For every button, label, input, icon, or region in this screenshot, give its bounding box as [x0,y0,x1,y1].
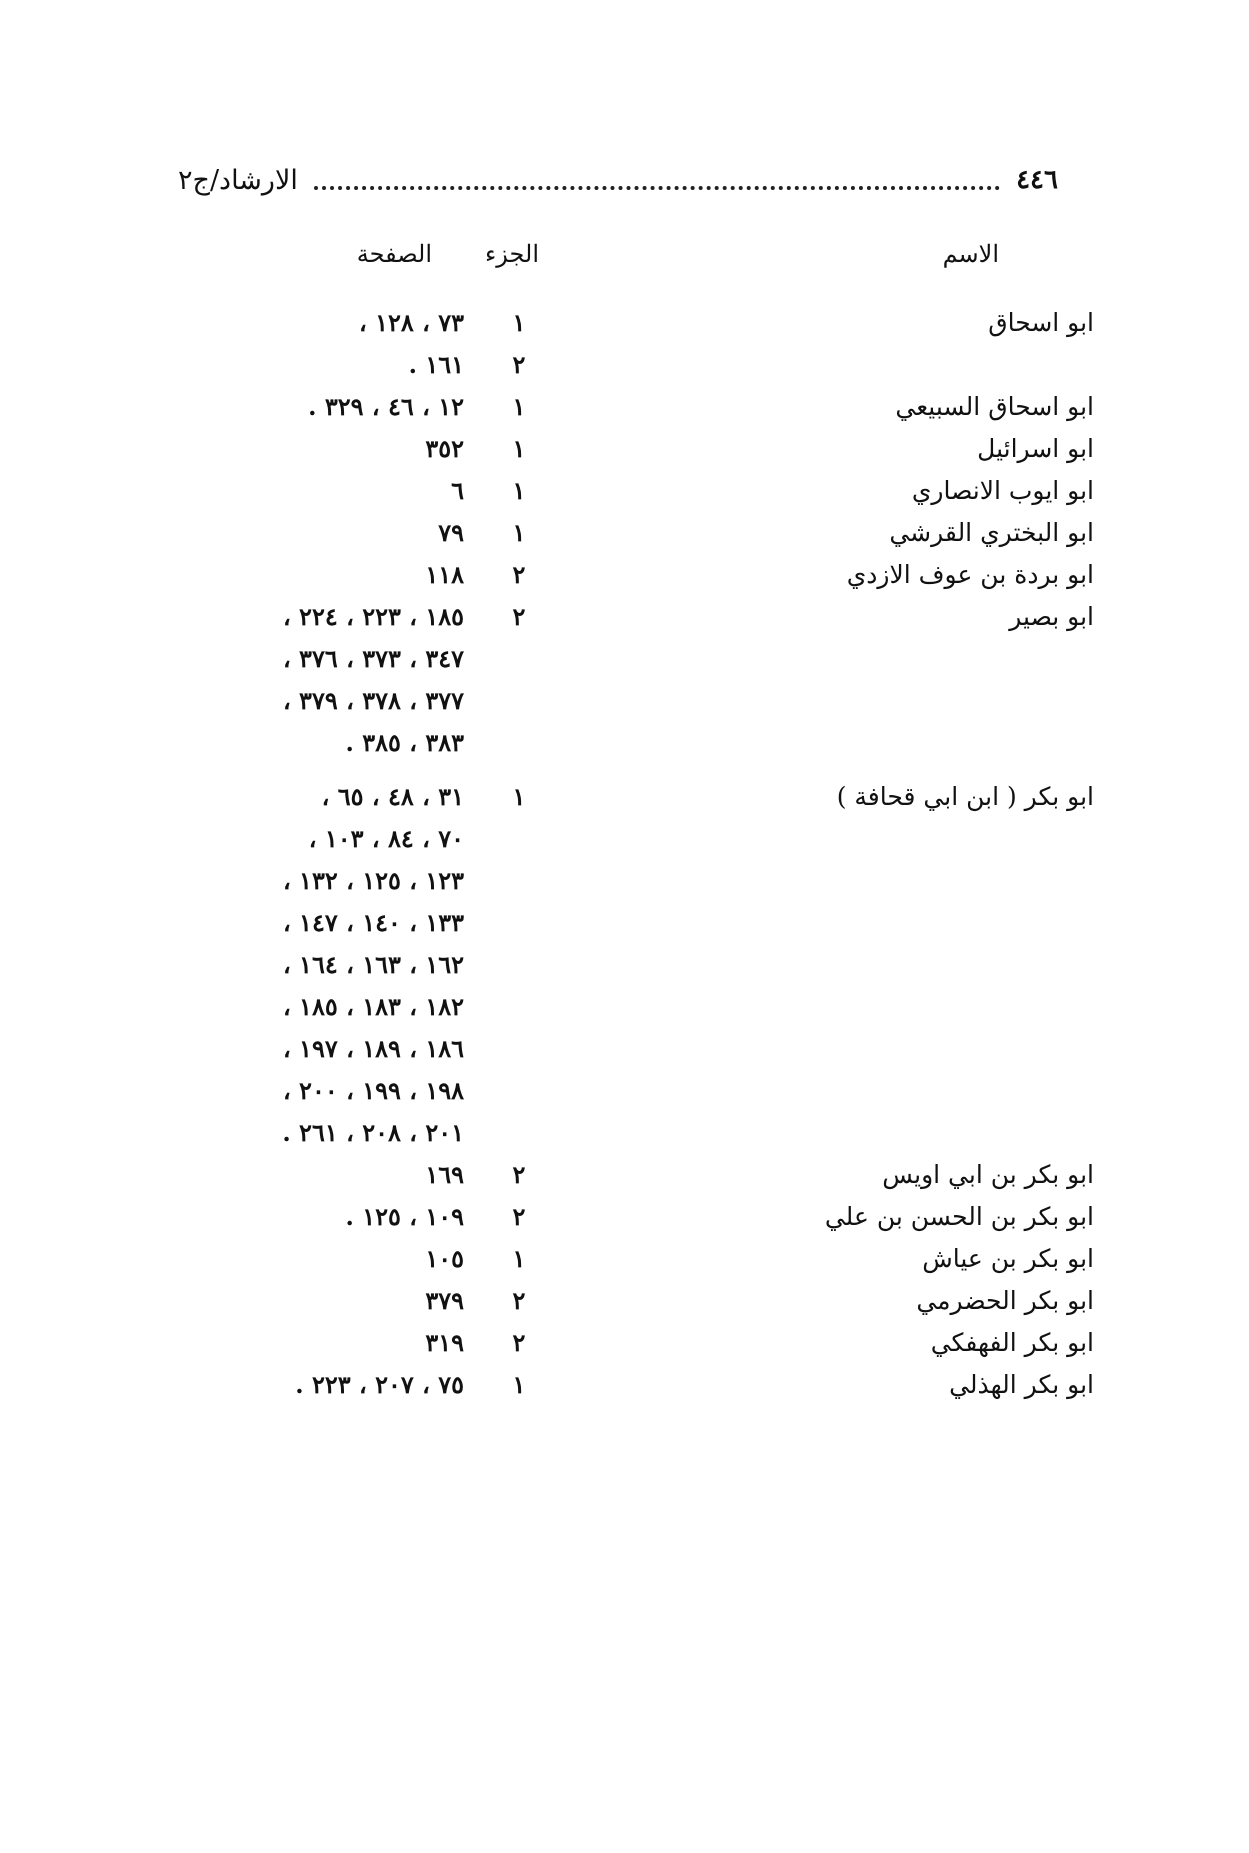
table-row [0,1034,1249,1074]
table-row [0,908,1249,948]
entry-name: ابو اسحاق [988,308,1094,337]
entry-name: ابو بكر بن الحسن بن علي [824,1202,1094,1231]
table-row [0,1202,1249,1242]
entry-pages: ١٦٢ ، ١٦٣ ، ١٦٤ ، [282,950,464,979]
table-row [0,1244,1249,1284]
entry-name: ابو بكر بن ابي اويس [882,1160,1094,1189]
entry-name: ابو بكر ( ابن ابي قحافة ) [836,782,1094,811]
entry-name: ابو بردة بن عوف الازدي [846,560,1094,589]
entry-pages: ١٦٩ [425,1160,464,1189]
column-header-name: الاسم [942,240,999,268]
table-row [0,866,1249,906]
entry-name: ابو اسرائيل [977,434,1094,463]
entry-pages: ٣١ ، ٤٨ ، ٦٥ ، [321,782,464,811]
entry-pages: ٣٨٣ ، ٣٨٥ . [345,728,464,757]
page-number: ٤٤٦ [1016,165,1058,195]
table-row [0,644,1249,684]
entry-name: ابو البختري القرشي [889,518,1094,547]
entry-part: ٢ [512,1286,526,1315]
entry-pages: ٣٤٧ ، ٣٧٣ ، ٣٧٦ ، [282,644,464,673]
table-row [0,1328,1249,1368]
table-row [0,1076,1249,1116]
table-row [0,602,1249,642]
entry-name: ابو بكر الهذلي [949,1370,1094,1399]
entry-pages: ٣٧٧ ، ٣٧٨ ، ٣٧٩ ، [282,686,464,715]
table-row [0,518,1249,558]
entry-pages: ٧٣ ، ١٢٨ ، [358,308,464,337]
entry-pages: ١٢٣ ، ١٢٥ ، ١٣٢ ، [282,866,464,895]
table-row [0,950,1249,990]
entry-part: ١ [512,782,526,811]
entry-name: ابو بكر بن عياش [922,1244,1094,1273]
entry-name: ابو بكر الفهفكي [930,1328,1094,1357]
entry-pages: ٦ [451,476,464,505]
entry-pages: ١٠٩ ، ١٢٥ . [345,1202,464,1231]
table-row [0,560,1249,600]
entry-pages: ٧٥ ، ٢٠٧ ، ٢٢٣ . [295,1370,464,1399]
entry-name: ابو اسحاق السبيعي [895,392,1094,421]
table-row [0,686,1249,726]
entry-pages: ٢٠١ ، ٢٠٨ ، ٢٦١ . [282,1118,464,1147]
entry-part: ١ [512,392,526,421]
table-row [0,434,1249,474]
entry-name: ابو ايوب الانصاري [911,476,1094,505]
table-row [0,392,1249,432]
entry-pages: ١٩٨ ، ١٩٩ ، ٢٠٠ ، [282,1076,464,1105]
entry-name: ابو بكر الحضرمي [916,1286,1094,1315]
entry-part: ٢ [512,602,526,631]
table-row [0,782,1249,822]
entry-pages: ١٠٥ [425,1244,464,1273]
entry-part: ٢ [512,350,526,379]
book-title: الارشاد/ج٢ [178,164,298,196]
column-header-part: الجزء [485,240,539,268]
table-row [0,1370,1249,1410]
table-row [0,476,1249,516]
entry-part: ١ [512,476,526,505]
entry-part: ١ [512,434,526,463]
entry-pages: ١٢ ، ٤٦ ، ٣٢٩ . [308,392,464,421]
entry-pages: ٧٩ [438,518,464,547]
table-row [0,1118,1249,1158]
table-row [0,1286,1249,1326]
entry-pages: ٣٧٩ [425,1286,464,1315]
entry-pages: ١٦١ . [408,350,464,379]
entry-part: ٢ [512,1202,526,1231]
table-row [0,824,1249,864]
entry-part: ٢ [512,1160,526,1189]
entry-pages: ١٨٦ ، ١٨٩ ، ١٩٧ ، [282,1034,464,1063]
table-row [0,350,1249,390]
entry-part: ١ [512,518,526,547]
entry-pages: ٣٥٢ [425,434,464,463]
table-row [0,308,1249,348]
entry-name: ابو بصير [1009,602,1094,631]
entry-part: ٢ [512,1328,526,1357]
entry-part: ١ [512,308,526,337]
table-row [0,992,1249,1032]
column-header-page: الصفحة [356,240,432,268]
entry-pages: ١٨٢ ، ١٨٣ ، ١٨٥ ، [282,992,464,1021]
entry-part: ١ [512,1244,526,1273]
entry-pages: ١٨٥ ، ٢٢٣ ، ٢٢٤ ، [282,602,464,631]
entry-pages: ١٣٣ ، ١٤٠ ، ١٤٧ ، [282,908,464,937]
entry-part: ٢ [512,560,526,589]
table-row [0,1160,1249,1200]
entry-pages: ١١٨ [425,560,464,589]
table-row [0,728,1249,768]
entry-part: ١ [512,1370,526,1399]
entry-pages: ٣١٩ [425,1328,464,1357]
entry-pages: ٧٠ ، ٨٤ ، ١٠٣ ، [308,824,464,853]
